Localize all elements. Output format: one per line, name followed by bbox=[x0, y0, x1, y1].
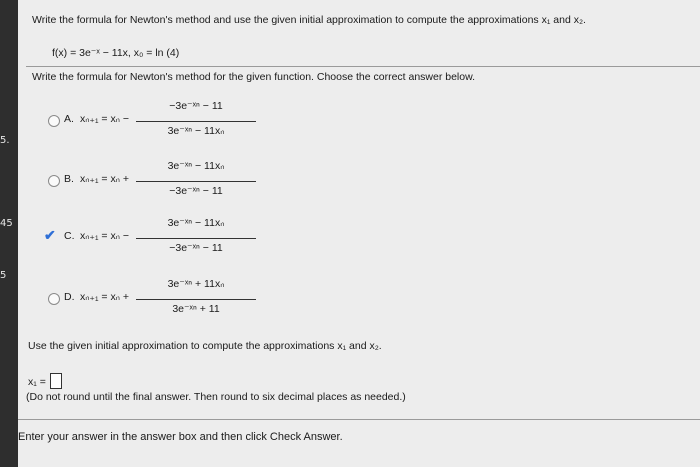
rounding-note: (Do not round until the final answer. Then round to six decimal places as needed.) bbox=[26, 391, 406, 403]
question-panel bbox=[18, 0, 700, 467]
question2-prompt: Use the given initial approximation to compute the approximations x₁ and x₂. bbox=[28, 340, 382, 352]
fraction-numerator: 3e⁻ˣⁿ − 11xₙ bbox=[167, 160, 225, 172]
option-d[interactable] bbox=[48, 273, 288, 333]
option-b[interactable] bbox=[48, 155, 288, 215]
option-a[interactable] bbox=[48, 95, 288, 155]
edge-label-2: 45 bbox=[0, 218, 13, 229]
option-fraction bbox=[136, 100, 256, 148]
option-lhs: xₙ₊₁ = xₙ + bbox=[80, 291, 129, 303]
option-lhs: xₙ₊₁ = xₙ − bbox=[80, 113, 129, 125]
edge-label-3: 5 bbox=[0, 270, 7, 281]
fraction-bar bbox=[136, 238, 256, 239]
option-letter: D. bbox=[64, 291, 75, 303]
footer-instruction: Enter your answer in the answer box and then click Check Answer. bbox=[18, 431, 343, 443]
radio-button[interactable] bbox=[48, 175, 60, 187]
question1-prompt: Write the formula for Newton's method for the given function. Choose the correct answer below. bbox=[32, 71, 476, 83]
fraction-numerator: 3e⁻ˣⁿ − 11xₙ bbox=[167, 217, 225, 229]
divider bbox=[26, 66, 700, 67]
option-letter: A. bbox=[64, 113, 74, 125]
option-lhs: xₙ₊₁ = xₙ + bbox=[80, 173, 129, 185]
option-letter: B. bbox=[64, 173, 74, 185]
fraction-bar bbox=[136, 121, 256, 122]
option-fraction bbox=[136, 278, 256, 326]
function-definition: f(x) = 3e⁻ˣ − 11x, x₀ = ln (4) bbox=[52, 47, 180, 59]
x1-answer-input[interactable] bbox=[50, 373, 62, 389]
radio-button[interactable] bbox=[48, 115, 60, 127]
fraction-bar bbox=[136, 181, 256, 182]
fraction-denominator: 3e⁻ˣⁿ − 11xₙ bbox=[167, 125, 225, 137]
fraction-bar bbox=[136, 299, 256, 300]
radio-button[interactable] bbox=[48, 293, 60, 305]
fraction-numerator: 3e⁻ˣⁿ + 11xₙ bbox=[167, 278, 225, 290]
divider bbox=[18, 419, 700, 420]
fraction-denominator: −3e⁻ˣⁿ − 11 bbox=[169, 242, 223, 254]
edge-label-1: 5. bbox=[0, 135, 10, 146]
option-lhs: xₙ₊₁ = xₙ − bbox=[80, 230, 129, 242]
check-icon: ✔ bbox=[44, 227, 56, 243]
fraction-numerator: −3e⁻ˣⁿ − 11 bbox=[169, 100, 223, 112]
fraction-denominator: 3e⁻ˣⁿ + 11 bbox=[172, 303, 220, 315]
option-fraction bbox=[136, 160, 256, 208]
x1-label: x₁ = bbox=[28, 376, 46, 388]
option-c[interactable] bbox=[44, 212, 288, 272]
fraction-denominator: −3e⁻ˣⁿ − 11 bbox=[169, 185, 223, 197]
option-letter: C. bbox=[64, 230, 75, 242]
option-fraction bbox=[136, 217, 256, 265]
header-instruction: Write the formula for Newton's method and use the given initial approximation to compute the approximations x₁ and x₂. bbox=[32, 14, 586, 26]
